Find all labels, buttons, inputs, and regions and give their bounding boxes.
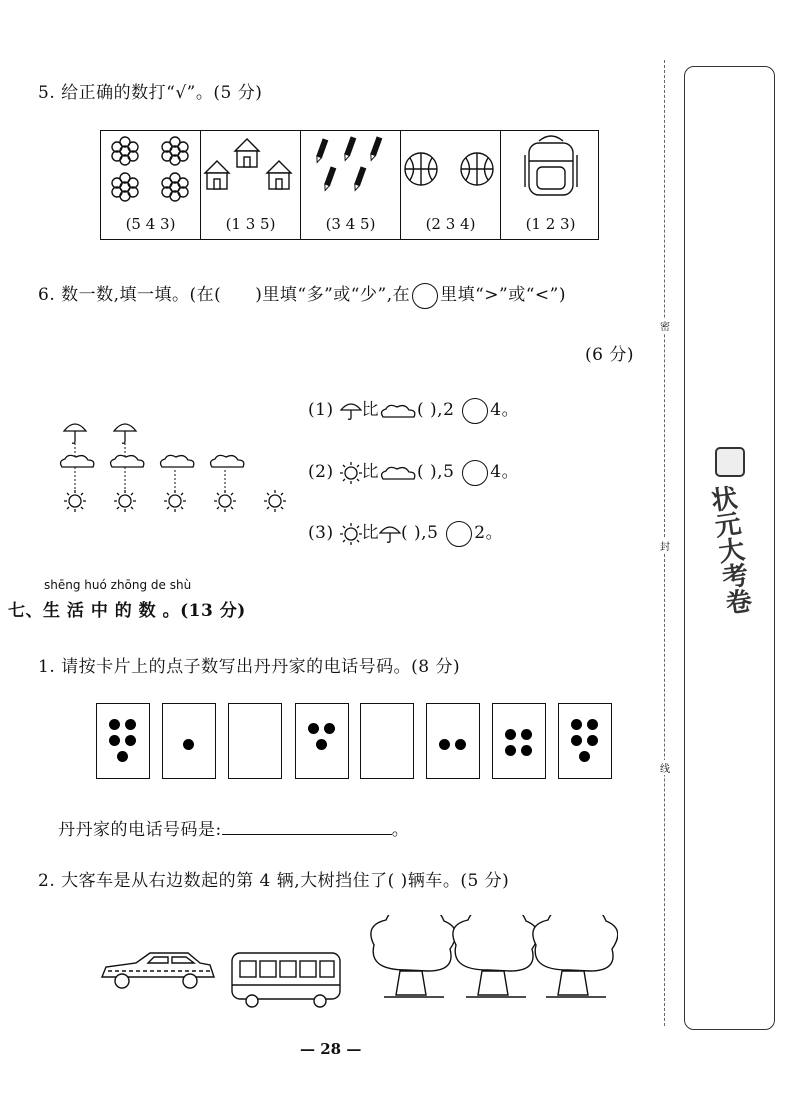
dot (125, 719, 136, 730)
tree-icon (371, 915, 618, 997)
q5-cell-balls[interactable] (401, 131, 501, 239)
bus-icon (232, 953, 340, 1007)
dot-card (295, 703, 349, 779)
dot-card (492, 703, 546, 779)
q6-item-1: (1) 比 ( ),2 4。 (308, 395, 519, 424)
logo-icon (715, 447, 745, 477)
binding-char-3: 线 (660, 760, 670, 775)
dot (324, 723, 335, 734)
side-panel (684, 66, 775, 1030)
q7-2-title: 2. 大客车是从右边数起的第 4 辆,大树挡住了( )辆车。(5 分) (38, 871, 510, 891)
logo-text: 状元大考卷 (705, 483, 753, 617)
q7-1-answer: 丹丹家的电话号码是: 。 (58, 820, 410, 840)
q5-cell-backpack[interactable] (501, 131, 600, 239)
phone-answer-line[interactable] (222, 820, 392, 835)
dot (579, 751, 590, 762)
brand-logo (705, 447, 755, 657)
q7-2-picture (98, 915, 618, 1010)
dot-card (360, 703, 414, 779)
sun-icon (340, 462, 362, 484)
dot (455, 739, 466, 750)
binding-char-1: 密 (660, 318, 670, 333)
dot (571, 719, 582, 730)
dot-card (426, 703, 480, 779)
q6-item-2: (2) 比 ( ),5 4。 (308, 457, 519, 486)
backpack-icon (501, 131, 600, 211)
house-icon (201, 131, 300, 211)
dot (521, 729, 532, 740)
q6-score: (6 分) (585, 345, 634, 365)
q5-cell-houses[interactable] (201, 131, 301, 239)
cloud-icon (61, 455, 244, 467)
q5-option-2: (1 3 5) (225, 215, 276, 233)
q6-blank-3[interactable]: ( ),5 (401, 523, 439, 543)
dot (109, 735, 120, 746)
q5-table (100, 130, 599, 240)
cloud-icon (379, 403, 417, 419)
q5-option-3: (3 4 5) (325, 215, 376, 233)
q6-item-3: (3) 比 ( ),5 2。 (308, 518, 503, 547)
dot (505, 729, 516, 740)
taxi-icon (102, 953, 214, 988)
compare-circle-1[interactable] (462, 398, 488, 424)
page-number: — 28 — (300, 1040, 362, 1058)
dot (439, 739, 450, 750)
dot (117, 751, 128, 762)
q6-picture (50, 415, 300, 525)
q6-blank-1[interactable]: ( ),2 (417, 400, 455, 420)
dot (308, 723, 319, 734)
q5-title: 5. 给正确的数打“√”。(5 分) (38, 83, 263, 103)
binding-char-2: 封 (660, 538, 670, 553)
dot-card (162, 703, 216, 779)
q7-1-title: 1. 请按卡片上的点子数写出丹丹家的电话号码。(8 分) (38, 657, 461, 677)
basketball-icon (401, 131, 500, 211)
compare-circle-3[interactable] (446, 521, 472, 547)
compare-circle-2[interactable] (462, 460, 488, 486)
dot-card (558, 703, 612, 779)
dot (316, 739, 327, 750)
dot (109, 719, 120, 730)
sun-icon (64, 490, 286, 512)
q6-title: 6. 数一数,填一填。(在( )里填“多”或“少”,在 里填“>”或“<”) (38, 280, 566, 309)
dot (521, 745, 532, 756)
flower-icon (101, 131, 200, 211)
dot (183, 739, 194, 750)
compare-circle-icon (412, 283, 438, 309)
q5-option-1: (5 4 3) (125, 215, 176, 233)
pencil-icon (301, 131, 400, 211)
dot-card (228, 703, 282, 779)
dot (125, 735, 136, 746)
dot (505, 745, 516, 756)
q5-cell-flowers[interactable] (101, 131, 201, 239)
umbrella-icon (340, 402, 362, 420)
q6-blank-2[interactable]: ( ),5 (417, 462, 455, 482)
section7-pinyin: shēng huó zhōng de shù (44, 578, 192, 592)
cloud-icon (379, 465, 417, 481)
q5-option-4: (2 3 4) (425, 215, 476, 233)
section7-title: 七、生 活 中 的 数 。(13 分) (8, 601, 246, 621)
dot (587, 735, 598, 746)
umbrella-icon (379, 525, 401, 543)
dot (571, 735, 582, 746)
q5-cell-pencils[interactable] (301, 131, 401, 239)
dot (587, 719, 598, 730)
umbrella-icon (64, 424, 136, 443)
dot-card (96, 703, 150, 779)
sun-icon (340, 523, 362, 545)
q5-option-5: (1 2 3) (525, 215, 576, 233)
